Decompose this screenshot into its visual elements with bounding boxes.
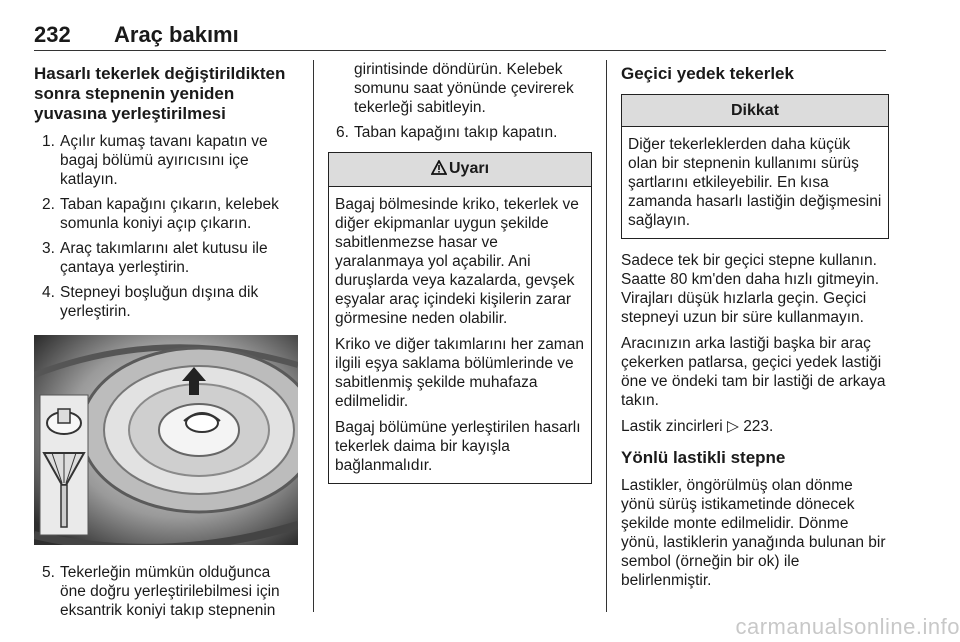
page-ref-link[interactable]: 223. — [743, 418, 774, 435]
warning-paragraph: Bagaj bölümüne yerleştirilen hasarlı tekerlek daima bir kayışla bağlanmalıdır. — [335, 419, 581, 474]
section-heading: Hasarlı tekerlek değiştirildikten sonra stepnenin yeniden yuvasına yerleştirilmesi — [34, 64, 286, 123]
steps-list — [34, 563, 298, 620]
section-heading: Geçici yedek tekerlek — [621, 64, 794, 83]
column-1 — [34, 60, 298, 626]
notice-text: Diğer tekerleklerden daha küçük olan bir stepnenin kullanımı sürüş şartlarını etkileyebilir. En kısa zamanda hasarlı lastiğin değişmesini sağlayın. — [628, 136, 882, 229]
cross-reference: Lastik zincirleri ▷ 223. — [621, 418, 774, 435]
list-item: 5. Tekerleğin mümkün olduğunca öne doğru yerleştirilebilmesi için eksantrik koniyi takıp stepnenin — [42, 564, 280, 619]
steps-list — [328, 60, 592, 142]
list-item-continued: girintisinde döndürün. Kelebek somunu saat yönünde çevirerek tekerleği sabitleyin. — [354, 61, 574, 116]
page-header — [34, 22, 886, 51]
wing-nut-icon — [184, 413, 220, 432]
column-divider — [313, 60, 314, 612]
page-ref-icon: ▷ — [726, 418, 739, 435]
column-2 — [328, 60, 592, 484]
column-divider — [606, 60, 607, 612]
spare-wheel-illustration — [34, 335, 298, 545]
paragraph: Aracınızın arka lastiği başka bir araç çekerken patlarsa, geçici yedek lastiği öne ve öndeki tam bir lastiği de arkaya takın. — [621, 335, 886, 409]
warning-body — [329, 187, 591, 483]
list-item: 4. Stepneyi boşluğun dışına dik yerleştirin. — [42, 284, 259, 320]
warning-paragraph: Bagaj bölmesinde kriko, tekerlek ve diğer ekipmanlar uygun şekilde sabitlenmezse hasar ve yaralanmaya yol açabilir. Ani duruşlarda veya kazalarda, gevşek eşyalar araç içindeki kişilerin zarar görmesine neden olabilir. — [335, 196, 579, 327]
page-number: 232 — [34, 22, 71, 47]
steps-list — [34, 132, 298, 321]
column-3 — [621, 60, 889, 597]
warning-triangle-icon — [431, 160, 447, 180]
warning-box — [328, 152, 592, 484]
watermark: carmanualsonline.info — [735, 614, 960, 639]
warning-paragraph: Kriko ve diğer takımlarını her zaman ilgili eşya saklama bölümlerinde ve sabitlenmiş şekilde muhafaza edilmelidir. — [335, 336, 584, 410]
notice-body — [622, 127, 888, 238]
list-item: 6. Taban kapağını takıp kapatın. — [336, 124, 558, 141]
paragraph: Lastikler, öngörülmüş olan dönme yönü sürüş istikametinde dönecek şekilde monte edilmelidir. Dönme yönü, lastiklerin yanağında bulunan bir sembol (örneğin bir ok) ile belirlenmiştir. — [621, 477, 886, 589]
notice-box — [621, 94, 889, 239]
warning-title: Uyarı — [448, 160, 490, 177]
warning-header — [329, 153, 591, 187]
list-item: 3. Araç takımlarını alet kutusu ile çantaya yerleştirin. — [42, 240, 268, 276]
notice-header: Dikkat — [622, 95, 888, 127]
list-item: 1. Açılır kumaş tavanı kapatın ve bagaj bölümü ayırıcısını içe katlayın. — [42, 133, 268, 188]
page-title: Araç bakımı — [114, 22, 239, 47]
paragraph: Sadece tek bir geçici stepne kullanın. Saatte 80 km'den daha hızlı gitmeyin. Virajları düşük hızlarla geçin. Geçici stepneyi uzun bir süre kullanmayın. — [621, 252, 879, 326]
section-heading: Yönlü lastikli stepne — [621, 448, 786, 467]
list-item: 2. Taban kapağını çıkarın, kelebek somunla koniyi açıp çıkarın. — [42, 196, 279, 232]
